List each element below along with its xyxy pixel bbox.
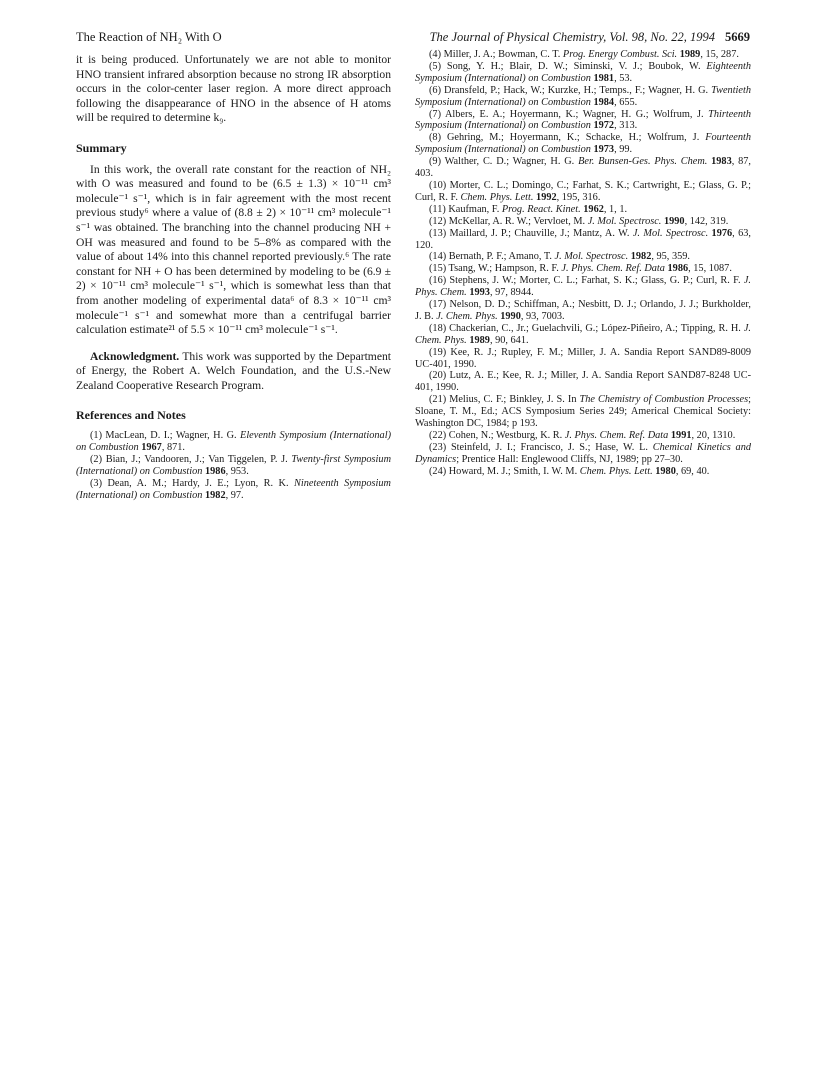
reference-pre: (14) Bernath, P. F.; Amano, T.: [429, 251, 555, 263]
reference-item: [76, 478, 391, 502]
reference-item: [76, 430, 391, 454]
reference-post: , 95, 359.: [651, 251, 690, 263]
reference-item: [415, 430, 751, 442]
reference-item: [415, 204, 751, 216]
reference-item: [415, 370, 751, 394]
reference-pre: (20) Lutz, A. E.; Kee, R. J.; Miller, J. A. Sandia Report SAND87-8248 UC-401, 1990.: [415, 370, 751, 394]
reference-it: The Chemistry of Combustion Processes: [579, 394, 749, 406]
running-title: The Reaction of NH₂ With O: [76, 30, 222, 44]
reference-post: , 195, 316.: [556, 191, 601, 203]
reference-item: [415, 85, 751, 109]
reference-item: [415, 132, 751, 156]
reference-pre: (22) Cohen, N.; Westburg, K. R.: [429, 430, 565, 441]
summary-paragraph: In this work, the overall rate constant for the reaction of NH₂ with O was measured and found to be (6.5 ± 1.3) × 10⁻¹¹ cm³ molecule⁻¹ s⁻¹, which is in fair agreement with the most recent previous study⁶ where a value of (8.8 ± 2) × 10⁻¹¹ cm³ molecule⁻¹ s⁻¹ was obtained. The branching into the channel producing NH + OH was measured and found to be 5–8% as compared with the value of about 14% into this channel reported previously.⁶ The rate constant for NH + O has been determined by modeling to be (6.9 ± 2) × 10⁻¹¹ cm³ molecule⁻¹ s⁻¹, which is somewhat less than that from another modeling of experimental data⁶ of 8.3 × 10⁻¹¹ cm³ molecule⁻¹ s⁻¹ and somewhat more than a centrifugal barrier calculation estimate²¹ of 5.5 × 10⁻¹¹ cm³ molecule⁻¹ s⁻¹.: [76, 162, 391, 337]
reference-item: [415, 228, 751, 252]
reference-item: [415, 49, 751, 61]
reference-b: 1984: [590, 96, 615, 108]
reference-b: 1993: [466, 287, 490, 299]
acknowledgment-text: This work was supported by the Department of Energy, the Robert A. Welch Foundation, and the U.S.-New Zealand Cooperative Research Program.: [76, 349, 391, 392]
acknowledgment-paragraph: [76, 350, 391, 394]
reference-pre: (11) Kaufman, F.: [429, 203, 502, 215]
reference-item: [415, 156, 751, 180]
reference-item: [415, 347, 751, 371]
reference-pre: (3) Dean, A. M.; Hardy, J. E.; Lyon, R. K.: [90, 477, 295, 489]
reference-post: , 93, 7003.: [520, 310, 565, 322]
reference-item: [415, 442, 751, 466]
reference-post: , 63, 120.: [415, 227, 751, 251]
reference-b: 1962: [580, 203, 604, 215]
references-list-left: [76, 430, 391, 501]
reference-pre: (12) McKellar, A. R. W.; Vervloet, M.: [429, 215, 588, 227]
acknowledgment-label: Acknowledgment.: [90, 349, 180, 363]
reference-pre: (13) Maillard, J. P.; Chauville, J.; Mantz, A. W.: [429, 227, 633, 239]
reference-item: [415, 394, 751, 430]
reference-b: 1990: [497, 310, 521, 322]
reference-b: 1991: [668, 430, 692, 441]
reference-post: , 1, 1.: [603, 203, 628, 215]
reference-item: [415, 263, 751, 275]
reference-it: J. Chem. Phys.: [415, 322, 751, 346]
reference-it: Thirteenth Symposium (International) on Combustion: [415, 108, 751, 132]
reference-pre: (23) Steinfeld, J. I.; Francisco, J. S.; Hase, W. L.: [429, 441, 653, 453]
reference-it: J. Phys. Chem. Ref. Data: [561, 263, 665, 275]
reference-post: ; Prentice Hall: Englewood Cliffs, NJ, 1989; pp 27–30.: [456, 453, 683, 465]
reference-post: , 20, 1310.: [691, 430, 736, 441]
reference-item: [415, 61, 751, 85]
reference-post: , 15, 287.: [700, 49, 739, 60]
reference-post: ; Sloane, T. M., Ed.; ACS Symposium Series 249; Americal Chemical Society: Washington DC, 1984; p 193.: [415, 394, 751, 430]
reference-it: Fourteenth Symposium (International) on Combustion: [415, 132, 751, 156]
reference-item: [415, 109, 751, 133]
reference-it: Twenty-first Symposium (International) on Combustion: [76, 453, 391, 477]
reference-pre: (5) Song, Y. H.; Blair, D. W.; Siminski, V. J.; Boubok, W.: [429, 60, 707, 72]
journal-name: The Journal of Physical Chemistry, Vol. 98, No. 22, 1994: [429, 30, 715, 44]
reference-item: [415, 275, 751, 299]
reference-post: , 655.: [614, 96, 638, 108]
reference-pre: (15) Tsang, W.; Hampson, R. F.: [429, 263, 562, 275]
reference-pre: (2) Bian, J.; Vandooren, J.; Van Tiggelen, P. J.: [90, 453, 292, 465]
reference-item: [415, 466, 751, 478]
reference-item: [415, 323, 751, 347]
reference-it: J. Chem. Phys.: [436, 310, 498, 322]
reference-b: 1989: [466, 334, 490, 346]
reference-it: J. Phys. Chem.: [415, 275, 751, 299]
reference-post: , 99.: [614, 144, 633, 156]
page-number: 5669: [725, 30, 750, 44]
reference-post: , 69, 40.: [675, 465, 710, 477]
reference-pre: (21) Melius, C. F.; Binkley, J. S. In: [429, 394, 580, 406]
reference-post: , 15, 1087.: [688, 263, 732, 275]
reference-b: 1980: [652, 465, 676, 477]
reference-post: , 97, 8944.: [489, 287, 534, 299]
reference-it: Nineteenth Symposium (International) on Combustion: [76, 477, 391, 501]
reference-post: , 142, 319.: [684, 215, 729, 227]
reference-pre: (8) Gehring, M.; Hoyermann, K.; Schacke, H.; Wolfrum, J.: [429, 132, 706, 144]
reference-b: 1986: [202, 465, 226, 477]
reference-b: 1989: [677, 49, 701, 60]
reference-pre: (7) Albers, E. A.; Hoyermann, K.; Wagner, H. G.; Wolfrum, J.: [429, 108, 709, 120]
journal-citation-header: [430, 30, 750, 45]
reference-b: 1982: [628, 251, 652, 263]
reference-pre: (4) Miller, J. A.; Bowman, C. T.: [429, 49, 563, 60]
reference-item: [415, 299, 751, 323]
reference-item: [415, 216, 751, 228]
reference-pre: (19) Kee, R. J.; Rupley, F. M.; Miller, J. A. Sandia Report SAND89-8009 UC-401, 1990.: [415, 346, 751, 370]
reference-pre: (9) Walther, C. D.; Wagner, H. G.: [429, 156, 579, 168]
summary-heading: Summary: [76, 140, 127, 155]
reference-it: Eleventh Symposium (International) on Combustion: [76, 430, 391, 453]
reference-b: 1986: [664, 263, 689, 275]
reference-pre: (24) Howard, M. J.; Smith, I. W. M.: [429, 465, 580, 477]
reference-b: 1992: [533, 191, 557, 203]
reference-it: Eighteenth Symposium (International) on Combustion: [415, 60, 751, 84]
reference-it: Ber. Bunsen-Ges. Phys. Chem.: [578, 156, 708, 168]
reference-pre: (18) Chackerian, C., Jr.; Guelachvili, G.; López-Piñeiro, A.; Tipping, R. H.: [429, 322, 744, 334]
reference-pre: (17) Nelson, D. D.; Schiffman, A.; Nesbitt, D. J.; Orlando, J. J.; Burkholder, J. B.: [415, 299, 751, 322]
reference-it: Chem. Phys. Lett.: [579, 465, 653, 477]
reference-post: , 90, 641.: [489, 334, 529, 346]
reference-item: [76, 454, 391, 478]
reference-b: 1981: [590, 72, 615, 84]
reference-post: , 97.: [225, 489, 244, 501]
left-column: [76, 53, 391, 502]
reference-post: , 53.: [614, 72, 633, 84]
reference-it: J. Mol. Spectrosc.: [554, 251, 629, 263]
continued-paragraph: it is being produced. Unfortunately we are not able to monitor HNO transient infrared absorption because no strong IR absorption occurs in the color-center laser region. A more direct approach following the disappearance of HNO in the absence of H atoms will be required to determine k₉.: [76, 53, 391, 125]
reference-pre: (1) MacLean, D. I.; Wagner, H. G.: [90, 430, 241, 442]
reference-it: Chem. Phys. Lett.: [460, 191, 534, 203]
reference-post: , 953.: [225, 465, 249, 477]
reference-b: 1983: [707, 156, 732, 168]
reference-pre: (6) Dransfeld, P.; Hack, W.; Kurzke, H.; Temps., F.; Wagner, H. G.: [429, 84, 712, 96]
reference-item: [415, 251, 751, 263]
reference-it: Prog. Energy Combust. Sci.: [562, 49, 678, 60]
reference-pre: (10) Morter, C. L.; Domingo, C.; Farhat, S. K.; Cartwright, E.; Glass, G. P.; Curl, R. F.: [415, 179, 751, 203]
reference-it: J. Mol. Spectrosc.: [587, 215, 662, 227]
reference-post: , 871.: [161, 441, 185, 453]
references-list-right: [415, 49, 751, 478]
reference-it: Twentieth Symposium (International) on Combustion: [415, 84, 751, 108]
reference-b: 1972: [590, 120, 615, 132]
reference-b: 1990: [661, 215, 685, 227]
reference-b: 1982: [202, 489, 226, 501]
reference-b: 1967: [138, 441, 162, 453]
reference-pre: (16) Stephens, J. W.; Morter, C. L.; Farhat, S. K.; Glass, G. P.; Curl, R. F.: [429, 275, 744, 287]
reference-b: 1973: [590, 144, 615, 156]
reference-post: , 87, 403.: [415, 156, 751, 180]
reference-it: J. Phys. Chem. Ref. Data: [564, 430, 669, 441]
reference-b: 1976: [708, 227, 733, 239]
reference-it: J. Mol. Spectrosc.: [632, 227, 709, 239]
reference-it: Prog. React. Kinet.: [501, 203, 581, 215]
reference-item: [415, 180, 751, 204]
references-heading: References and Notes: [76, 408, 186, 423]
reference-it: Chemical Kinetics and Dynamics: [415, 441, 751, 465]
reference-post: , 313.: [614, 120, 638, 132]
